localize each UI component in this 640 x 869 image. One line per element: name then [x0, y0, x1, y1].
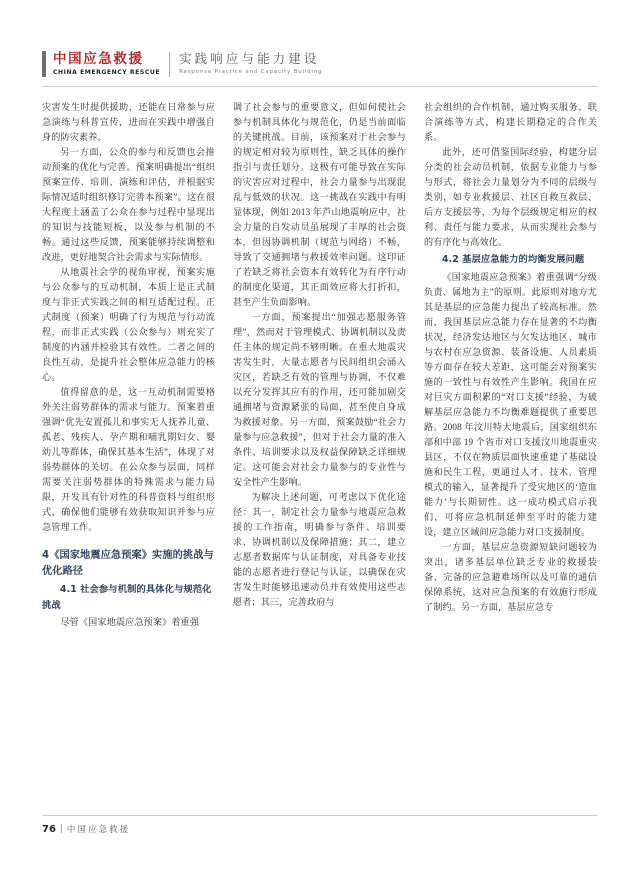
footer-rule: [42, 815, 598, 816]
masthead-tagline: [179, 52, 322, 76]
paragraph: 从地震社会学的视角审视，预案实施与公众参与的互动机制，本质上是正式制度与非正式实践之间的相互适配过程。正式制度（预案）明确了行为规范与行动流程，而非正式实践（公众参与）则充实了制度的内涵并检验其有效性。二者之间的良性互动，是提升社会整体应急能力的核心。: [42, 267, 215, 382]
article-columns: [42, 100, 598, 790]
masthead-accent-bar: [42, 51, 46, 77]
masthead-brand-cn: 中国应急救援: [53, 51, 144, 68]
paragraph: 《国家地震应急预案》着重强调“分级负责、属地为主”的原则。此原则对地方尤其是基层的应急能力提出了较高标准。然而，我国基层应急能力存在显著的不均衡状况，经济发达地区与欠发达地区、城市与农村在应急资源、装备设施、人员素质等方面存在较大差距，这可能会对预案实施的一致性与有效性产生影响。我国在应对巨灾方面积累的“对口支援”经验，为破解基层应急能力不均衡难题提供了重要思路。2008 年汶川特大地震后，国家组织东部和中部 19 个省市对口支援汶川地震重灾县区，不仅在物质层面快速重建了基础设施和民生工程，更通过人才、技术、管理模式的输入，显著提升了受灾地区的‘造血能力’与长期韧性。这一成功模式启示我们，可将应急机制延伸至平时的能力建设，建立区域间应急能力对口支援制度。: [424, 271, 597, 537]
subsection-heading-4-2: 4.2 基层应急能力的均衡发展问题: [442, 254, 585, 265]
masthead-tagline-cn: 实践响应与能力建设: [179, 51, 320, 67]
paragraph: 值得留意的是，这一互动机制需要格外关注弱势群体的需求与能力。预案着重强调“优先安置孤儿和事实无人抚养儿童、孤老、残疾人、孕产期和哺乳期妇女、婴幼儿等群体，确保其基本生活”，体现了对弱势群体的关切。在公众参与层面，同样需要关注弱势群体的特殊需求与能力局限，开发具有针对性的科普资料与组织形式，确保他们能够有效获取知识并参与应急管理工作。: [42, 387, 215, 532]
footer-divider: [61, 824, 62, 833]
footer-journal-name: 中国应急救援: [66, 824, 131, 834]
masthead-tagline-en: Response Practice and Capacity Building: [179, 69, 323, 76]
subsection-heading-4-1: 4.1 社会参与机制的具体化与规范化挑战: [42, 584, 212, 611]
footer: [42, 823, 130, 835]
paragraph: 尽管《国家地震应急预案》着重强: [60, 617, 200, 627]
paragraph: 一方面，基层应急资源短缺问题较为突出，诸多基层单位缺乏专业的救援装备、完备的应急避难场所以及可靠的通信保障系统，这对应急预案的有效施行形成了制约。另一方面，基层应急专: [424, 541, 597, 612]
paragraph: 另一方面，公众的参与和反馈也会推动预案的优化与完善。预案明确提出“组织预案宣传、培训、演练和评估，并根据实际情况适时组织修订完善本预案”。这在很大程度上涵盖了公众在参与过程中显现出的知识与技能短板，以及参与机制的不畅。通过这些反馈，预案能够持续调整和改进，更好地契合社会需求与实际情形。: [42, 147, 215, 262]
masthead-divider: [169, 52, 170, 77]
page-number: 76: [42, 824, 56, 835]
masthead-brand: [53, 52, 169, 76]
section-heading-4: 4《国家地震应急预案》实施的挑战与优化路径: [42, 550, 214, 577]
masthead-brand-en: CHINA EMERGENCY RESCUE: [53, 68, 161, 76]
paragraph: 为解决上述问题，可考虑以下优化途径：其一，制定社会力量参与地震应急救援的工作指南，明确参与条件、培训要求、协调机制以及保障措施；其二，建立志愿者数据库与认证制度，对具备专业技能的志愿者进行登记与认证，以确保在灾害发生时能够迅速动员并有效使用这些志愿者；其三，完善政府与: [233, 492, 406, 607]
column-2: [233, 100, 406, 790]
masthead: [42, 46, 598, 82]
paragraph: 社会组织的合作机制，通过购买服务、联合演练等方式，构建长期稳定的合作关系。: [424, 102, 597, 142]
paragraph: 一方面，预案提出“加强志愿服务管理”，然而对于管理模式、协调机制以及责任主体的规定尚不够明晰。在重大地震灾害发生时，大量志愿者与民间组织会涌入灾区，若缺乏有效的管理与协调，不仅难以充分发挥其应有的作用，还可能加剧交通拥堵与资源紧张的局面，甚至使自身成为救援对象。另一方面，预案鼓励“社会力量参与应急救援”，但对于社会力量的准入条件、培训要求以及权益保障缺乏详细规定。这可能会对社会力量参与的专业性与安全性产生影响。: [233, 312, 406, 487]
column-1: [42, 100, 215, 790]
masthead-rule: [42, 86, 598, 87]
paragraph: 调了社会参与的重要意义，但如何使社会参与机制具体化与规范化，仍是当前面临的关键挑战。目前，该预案对于社会参与的规定相对较为原则性，缺乏具体的操作指引与责任划分。这极有可能导致在实际的灾害应对过程中，社会力量参与出现混乱与低效的状况。这一挑战在实践中有明显体现，例如 2013 年芦山地震响应中，社会力量的自发动员虽展现了丰厚的社会资本，但因协调机制（规范与网络）不畅，导致了交通拥堵与救援效率问题。这印证了若缺乏将社会资本有效转化为有序行动的制度化渠道，其正面效应将大打折扣，甚至产生负面影响。: [233, 102, 406, 307]
paragraph: 此外，还可借鉴国际经验，构建分层分类的社会动员机制，依据专业能力与参与形式，将社会力量划分为不同的层级与类别，如专业救援层、社区自救互救层、后方支援层等，为每个层级规定相应的权利、责任与能力要求，从而实现社会参与的有序化与高效化。: [424, 147, 597, 247]
paragraph: 灾害发生时提供援助，还能在日常参与应急演练与科普宣传，进而在实践中增强自身的防灾素养。: [42, 102, 215, 142]
column-3: [424, 100, 597, 790]
